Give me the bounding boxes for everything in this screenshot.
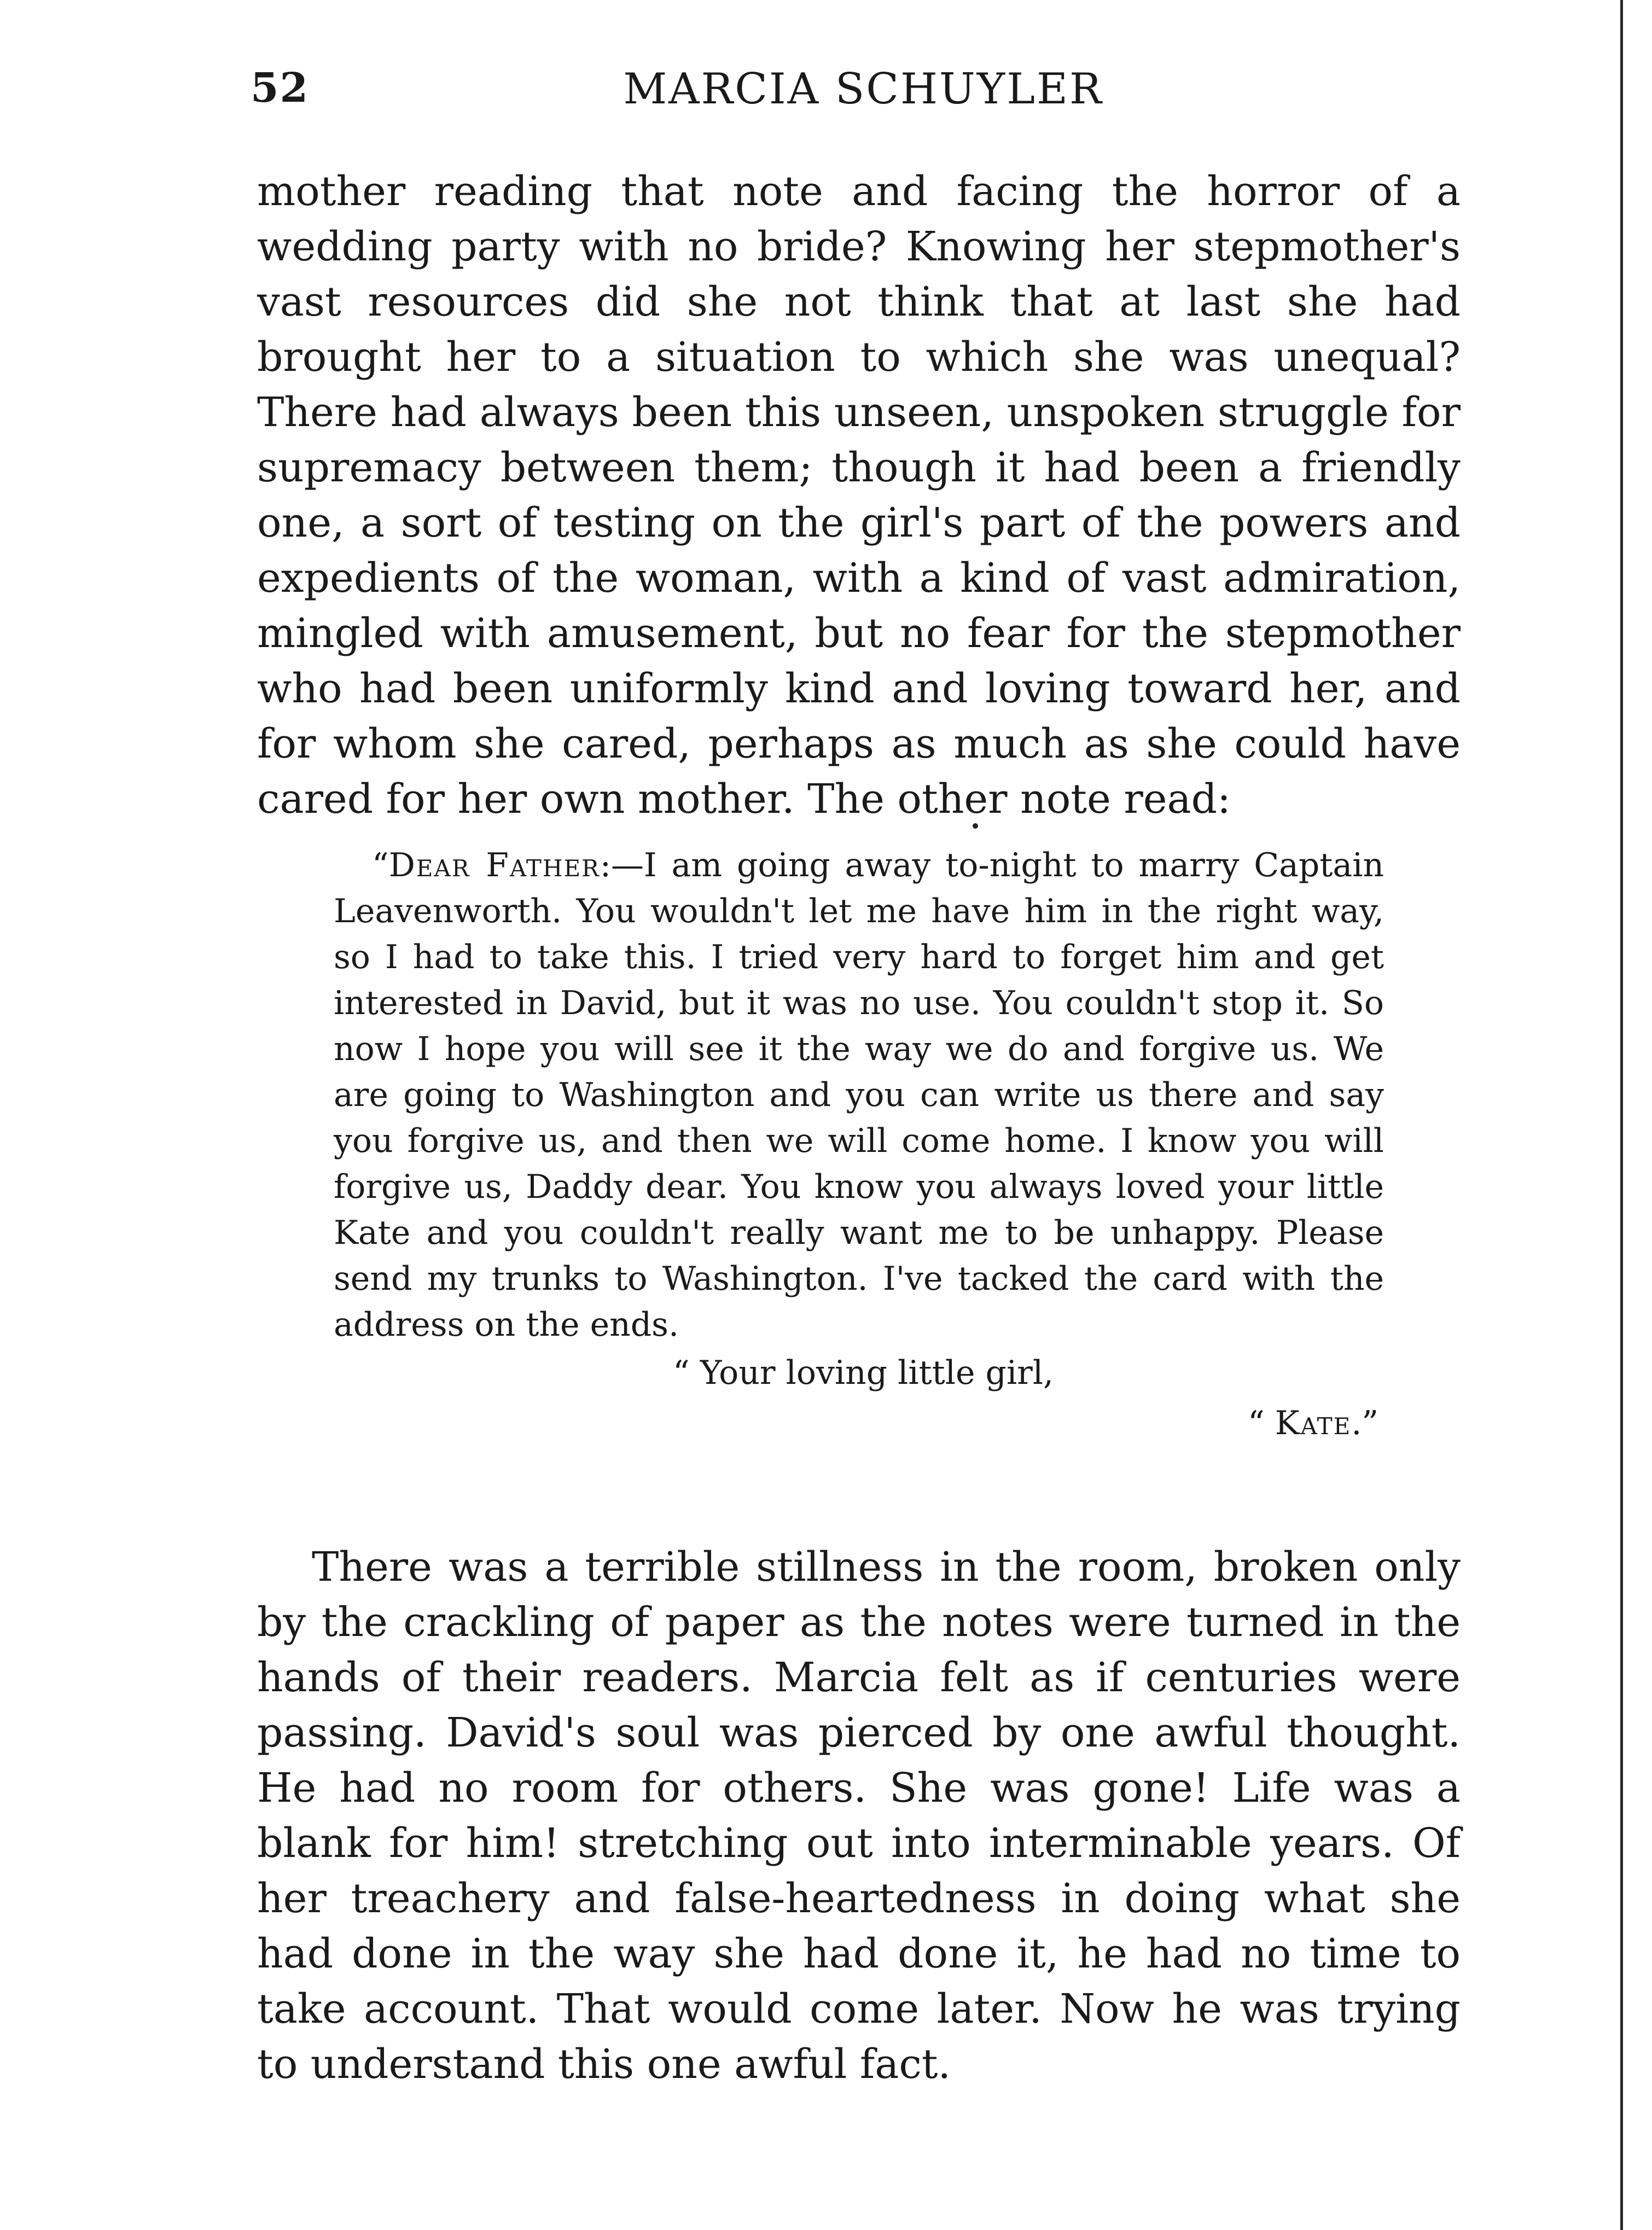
letter-signature bbox=[334, 1400, 1384, 1446]
paragraph-second: There was a terrible stillness in the room, broken only by the crackling of paper as the notes were turned in the hands of their readers. Marcia felt as if centuries were passing. David's soul was pierced by one awful thought. He had no room for others. She was gone! Life was a blank for him! stretching out into interminable years. Of her treachery and false-heartedness in doing what she had done in the way she had done it, he had no time to take account. That would come later. Now he was trying to understand this one awful fact. bbox=[257, 1544, 1461, 2088]
signature-close-quote: .” bbox=[1351, 1404, 1378, 1442]
signature-name: Kate bbox=[1275, 1404, 1352, 1442]
letter-closing: “ Your loving little girl, bbox=[673, 1354, 1054, 1392]
letter-salutation-punctuation: :— bbox=[600, 846, 644, 884]
ink-speck bbox=[973, 823, 978, 829]
page-binding-edge bbox=[1620, 0, 1623, 2230]
paragraph-first: mother reading that note and facing the horror of a wedding party with no bride? Knowing her stepmother's vast resources did she not think that at last she had brought her to a situation to which she was unequal? There had always been this unseen, unspoken struggle for supremacy between them; though it had been a friendly one, a sort of testing on the girl's part of the powers and expedients of the woman, with a kind of vast admiration, mingled with amusement, but no fear for the stepmother who had been uniformly kind and loving toward her, and for whom she cared, perhaps as much as she could have cared for her own mother. The other note read: bbox=[257, 168, 1461, 823]
page-header bbox=[251, 65, 1476, 119]
letter-opening-quote: “ bbox=[372, 846, 389, 884]
letter-body-paragraph bbox=[334, 842, 1384, 1348]
quoted-letter bbox=[334, 842, 1384, 1446]
signature-open-quote: “ bbox=[1247, 1404, 1275, 1442]
page-number: 52 bbox=[251, 65, 309, 112]
letter-salutation: Dear Father bbox=[388, 846, 600, 884]
running-title: MARCIA SCHUYLER bbox=[623, 65, 1103, 114]
letter-body: I am going away to-night to marry Captain Leavenworth. You wouldn't let me have him in the right way, so I had to take this. I tried very hard to forget him and get interested in David, but it was no use. You couldn't stop it. So now I hope you will see it the way we do and forgive us. We are going to Washington and you can write us there and say you forgive us, and then we will come home. I know you will forgive us, Daddy dear. You know you always loved your little Kate and you couldn't really want me to be unhappy. Please send my trunks to Washington. I've tacked the card with the address on the ends. bbox=[334, 846, 1384, 1344]
